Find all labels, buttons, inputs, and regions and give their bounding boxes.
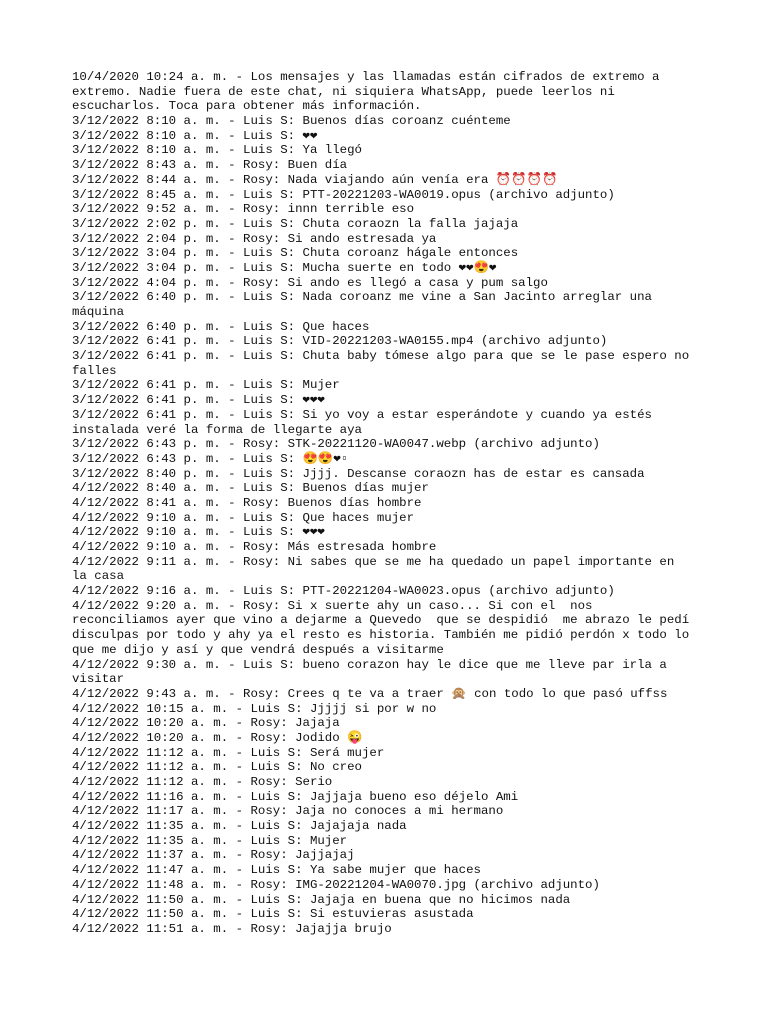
text-line: 3/12/2022 6:41 p. m. - Luis S: Mujer bbox=[72, 378, 340, 393]
text-line: escucharlos. Toca para obtener más información. bbox=[72, 99, 422, 114]
text-line: 4/12/2022 9:16 a. m. - Luis S: PTT-20221204-WA0023.opus (archivo adjunto) bbox=[72, 584, 615, 599]
text-line: 3/12/2022 8:10 a. m. - Luis S: Ya llegó bbox=[72, 143, 362, 158]
text-line: 4/12/2022 11:12 a. m. - Luis S: Será mujer bbox=[72, 745, 385, 760]
text-line: 3/12/2022 6:43 p. m. - Luis S: 😍😍❤▫ bbox=[72, 451, 349, 466]
text-line: reconciliamos ayer que vino a dejarme a Quevedo que se despidió me abrazo le pedí bbox=[72, 613, 690, 628]
text-line: 4/12/2022 11:35 a. m. - Luis S: Mujer bbox=[72, 833, 348, 848]
text-line: 3/12/2022 8:10 a. m. - Luis S: Buenos días coroanz cuénteme bbox=[72, 114, 511, 129]
chat-export-page bbox=[72, 70, 702, 937]
text-line: 3/12/2022 2:04 p. m. - Rosy: Si ando estresada ya bbox=[72, 231, 437, 246]
text-line: 3/12/2022 8:10 a. m. - Luis S: ❤❤ bbox=[72, 128, 318, 143]
text-line: 4/12/2022 9:10 a. m. - Luis S: ❤❤❤ bbox=[72, 525, 325, 540]
text-line: 3/12/2022 6:41 p. m. - Luis S: ❤❤❤ bbox=[72, 393, 325, 408]
text-line: 4/12/2022 11:35 a. m. - Luis S: Jajajaja nada bbox=[72, 819, 407, 834]
text-line: máquina bbox=[72, 305, 125, 319]
text-line: 4/12/2022 9:20 a. m. - Rosy: Si x suerte ahy un caso... Si con el nos bbox=[72, 598, 593, 613]
text-line: 4/12/2022 10:20 a. m. - Rosy: Jajaja bbox=[72, 716, 340, 731]
text-line: 4/12/2022 11:48 a. m. - Rosy: IMG-20221204-WA0070.jpg (archivo adjunto) bbox=[72, 877, 600, 892]
text-line: 4/12/2022 11:16 a. m. - Luis S: Jajjaja bueno eso déjelo Ami bbox=[72, 789, 519, 804]
text-line: 4/12/2022 11:37 a. m. - Rosy: Jajjajaj bbox=[72, 848, 355, 863]
text-line: extremo. Nadie fuera de este chat, ni siquiera WhatsApp, puede leerlos ni bbox=[72, 84, 615, 99]
text-line: 4/12/2022 11:12 a. m. - Rosy: Serio bbox=[72, 775, 333, 789]
text-line: 3/12/2022 6:41 p. m. - Luis S: VID-20221203-WA0155.mp4 (archivo adjunto) bbox=[72, 334, 608, 349]
text-line: 4/12/2022 9:10 a. m. - Luis S: Que haces mujer bbox=[72, 510, 415, 525]
text-line: 4/12/2022 11:47 a. m. - Luis S: Ya sabe mujer que haces bbox=[72, 863, 481, 878]
text-line: 3/12/2022 8:43 a. m. - Rosy: Buen día bbox=[72, 158, 348, 173]
text-line: 3/12/2022 9:52 a. m. - Rosy: innn terrible eso bbox=[72, 202, 415, 217]
text-line: que me dijo y así y que vendrá después a visitarme bbox=[72, 642, 444, 657]
text-line: 3/12/2022 3:04 p. m. - Luis S: Chuta coroanz hágale entonces bbox=[72, 246, 519, 261]
text-line: 3/12/2022 8:40 p. m. - Luis S: Jjjj. Descanse coraozn has de estar es cansada bbox=[72, 466, 645, 481]
text-line: 3/12/2022 6:43 p. m. - Rosy: STK-20221120-WA0047.webp (archivo adjunto) bbox=[72, 437, 600, 452]
text-line: instalada veré la forma de llegarte aya bbox=[72, 422, 362, 437]
text-line: 4/12/2022 11:12 a. m. - Luis S: No creo bbox=[72, 760, 362, 775]
text-line: 4/12/2022 9:11 a. m. - Rosy: Ni sabes que se me ha quedado un papel importante en bbox=[72, 554, 675, 569]
text-line: 4/12/2022 8:41 a. m. - Rosy: Buenos días hombre bbox=[72, 495, 422, 510]
text-line: 4/12/2022 11:17 a. m. - Rosy: Jaja no conoces a mi hermano bbox=[72, 804, 504, 819]
text-line: 4/12/2022 10:20 a. m. - Rosy: Jodido 😜 bbox=[72, 730, 363, 745]
text-line: visitar bbox=[72, 672, 125, 687]
text-line: falles bbox=[72, 363, 117, 378]
text-line: 3/12/2022 6:41 p. m. - Luis S: Chuta baby tómese algo para que se le pase espero no bbox=[72, 349, 690, 364]
text-line: 4/12/2022 11:50 a. m. - Luis S: Jajaja en buena que no hicimos nada bbox=[72, 892, 571, 907]
text-line: 3/12/2022 8:44 a. m. - Rosy: Nada viajando aún venía era ⏰⏰⏰⏰ bbox=[72, 172, 558, 187]
text-line: 4/12/2022 9:43 a. m. - Rosy: Crees q te va a traer 🙊 con todo lo que pasó uffss bbox=[72, 686, 668, 701]
text-line: 3/12/2022 2:02 p. m. - Luis S: Chuta coraozn la falla jajaja bbox=[72, 216, 519, 231]
text-line: disculpas por todo y ahy ya el resto es historia. También me pidió perdón x todo lo bbox=[72, 628, 690, 643]
text-line: 4/12/2022 11:51 a. m. - Rosy: Jajajja brujo bbox=[72, 921, 392, 936]
text-line: 4/12/2022 10:15 a. m. - Luis S: Jjjjj si por w no bbox=[72, 701, 437, 716]
text-line: 3/12/2022 4:04 p. m. - Rosy: Si ando es llegó a casa y pum salgo bbox=[72, 275, 548, 290]
text-line: la casa bbox=[72, 569, 125, 584]
text-line: 4/12/2022 11:50 a. m. - Luis S: Si estuvieras asustada bbox=[72, 907, 474, 922]
text-line: 3/12/2022 6:41 p. m. - Luis S: Si yo voy a estar esperándote y cuando ya estés bbox=[72, 407, 652, 422]
text-line: 3/12/2022 3:04 p. m. - Luis S: Mucha suerte en todo ❤❤😍❤ bbox=[72, 260, 497, 275]
text-line: 3/12/2022 6:40 p. m. - Luis S: Que haces bbox=[72, 319, 370, 334]
text-line: 4/12/2022 8:40 a. m. - Luis S: Buenos días mujer bbox=[72, 481, 429, 496]
text-line: 3/12/2022 6:40 p. m. - Luis S: Nada coroanz me vine a San Jacinto arreglar una bbox=[72, 290, 652, 305]
text-line: 4/12/2022 9:30 a. m. - Luis S: bueno corazon hay le dice que me lleve par irla a bbox=[72, 657, 667, 672]
text-line: 4/12/2022 9:10 a. m. - Rosy: Más estresada hombre bbox=[72, 540, 437, 554]
text-line: 3/12/2022 8:45 a. m. - Luis S: PTT-20221203-WA0019.opus (archivo adjunto) bbox=[72, 187, 615, 202]
text-line: 10/4/2020 10:24 a. m. - Los mensajes y las llamadas están cifrados de extremo a bbox=[72, 70, 660, 84]
